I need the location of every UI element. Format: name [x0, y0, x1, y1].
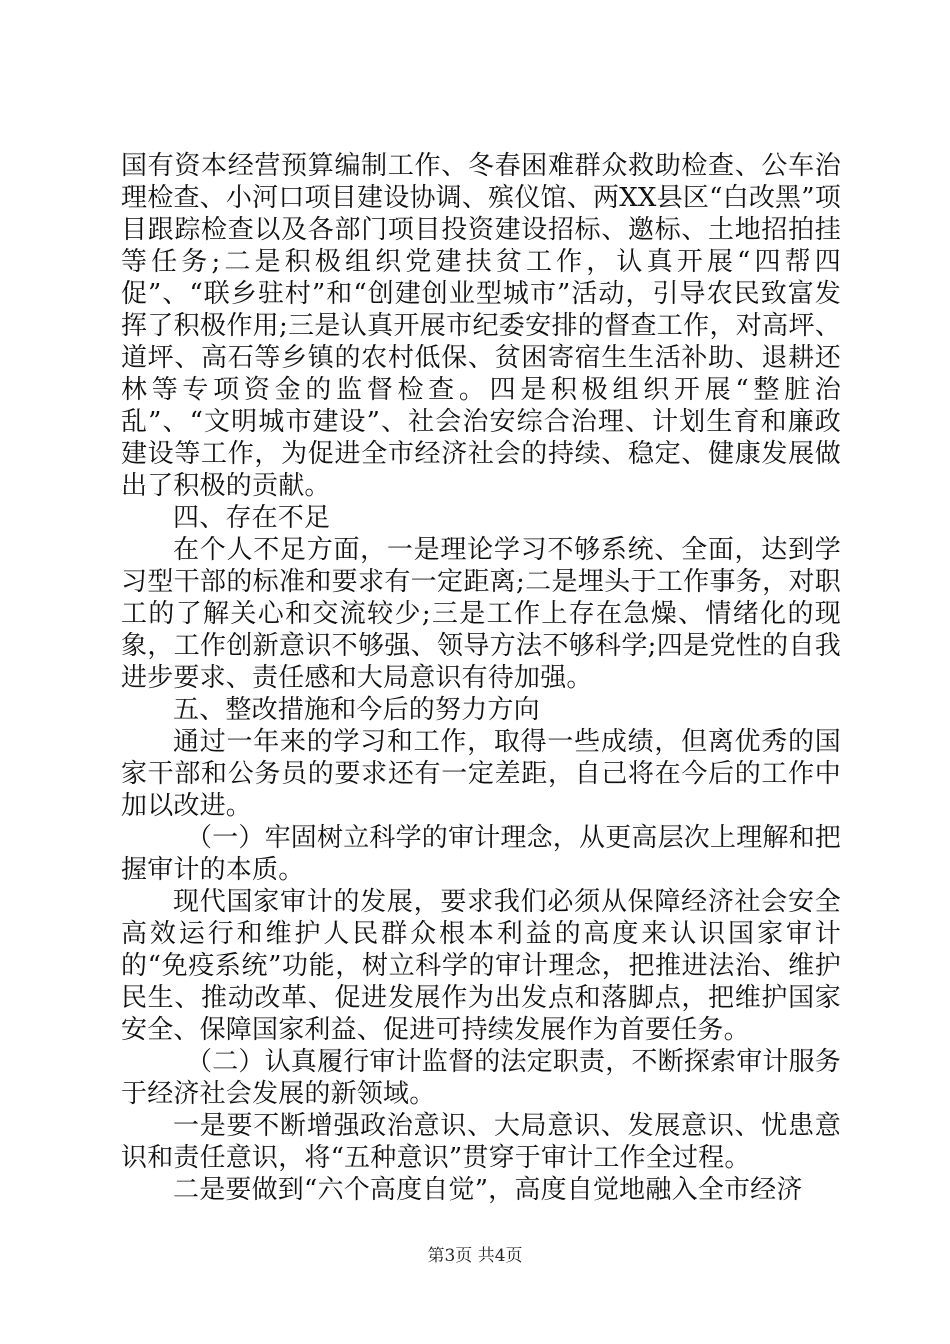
paragraph-shortcomings: 在个人不足方面，一是理论学习不够系统、全面，达到学习型干部的标准和要求有一定距离;二是埋头于工作事务，对职工的了解关心和交流较少;三是工作上存在急燥、情绪化的现象，工作创新意识不够强、领导方法不够科学;四是党性的自我进步要求、责任感和大局意识有待加强。	[121, 535, 841, 693]
subheading-audit-concept: （一）牢固树立科学的审计理念，从更高层次上理解和把握审计的本质。	[121, 823, 842, 885]
paragraph-audit-concept: 现代国家审计的发展，要求我们必须从保障经济社会安全高效运行和维护人民群众根本利益的高度来认识国家审计的“免疫系统”功能，树立科学的审计理念，把推进法治、维护民生、推动改革、促进发展作为出发点和落脚点，把维护国家安全、保障国家利益、促进可持续发展作为首要任务。	[121, 887, 841, 1045]
paragraph-five-awareness: 一是要不断增强政治意识、大局意识、发展意识、忧患意识和责任意识，将“五种意识”贯穿于审计工作全过程。	[121, 1111, 841, 1173]
section-heading-shortcomings: 四、存在不足	[173, 503, 331, 533]
page-number-footer: 第3页 共4页	[427, 1246, 523, 1266]
document-body	[121, 150, 841, 1206]
subheading-audit-duties: （二）认真履行审计监督的法定职责，不断探索审计服务于经济社会发展的新领域。	[121, 1047, 842, 1109]
paragraph-improvement-intro: 通过一年来的学习和工作，取得一些成绩，但离优秀的国家干部和公务员的要求还有一定差距，自己将在今后的工作中加以改进。	[121, 727, 841, 821]
paragraph-continued-work-summary: 国有资本经营预算编制工作、冬春困难群众救助检查、公车治理检查、小河口项目建设协调、殡仪馆、两XX县区“白改黑”项目跟踪检查以及各部门项目投资建设招标、邀标、土地招拍挂等任务;二是积极组织党建扶贫工作，认真开展“四帮四促”、“联乡驻村”和“创建创业型城市”活动，引导农民致富发挥了积极作用;三是认真开展市纪委安排的督查工作，对高坪、道坪、高石等乡镇的农村低保、贫困寄宿生生活补助、退耕还林等专项资金的监督检查。四是积极组织开展“整脏治乱”、“文明城市建设”、社会治安综合治理、计划生育和廉政建设等工作，为促进全市经济社会的持续、稳定、健康发展做出了积极的贡献。	[121, 151, 841, 501]
section-heading-improvement-measures: 五、整改措施和今后的努力方向	[173, 695, 540, 725]
paragraph-six-consciousness: 二是要做到“六个高度自觉”，高度自觉地融入全市经济	[173, 1175, 803, 1205]
